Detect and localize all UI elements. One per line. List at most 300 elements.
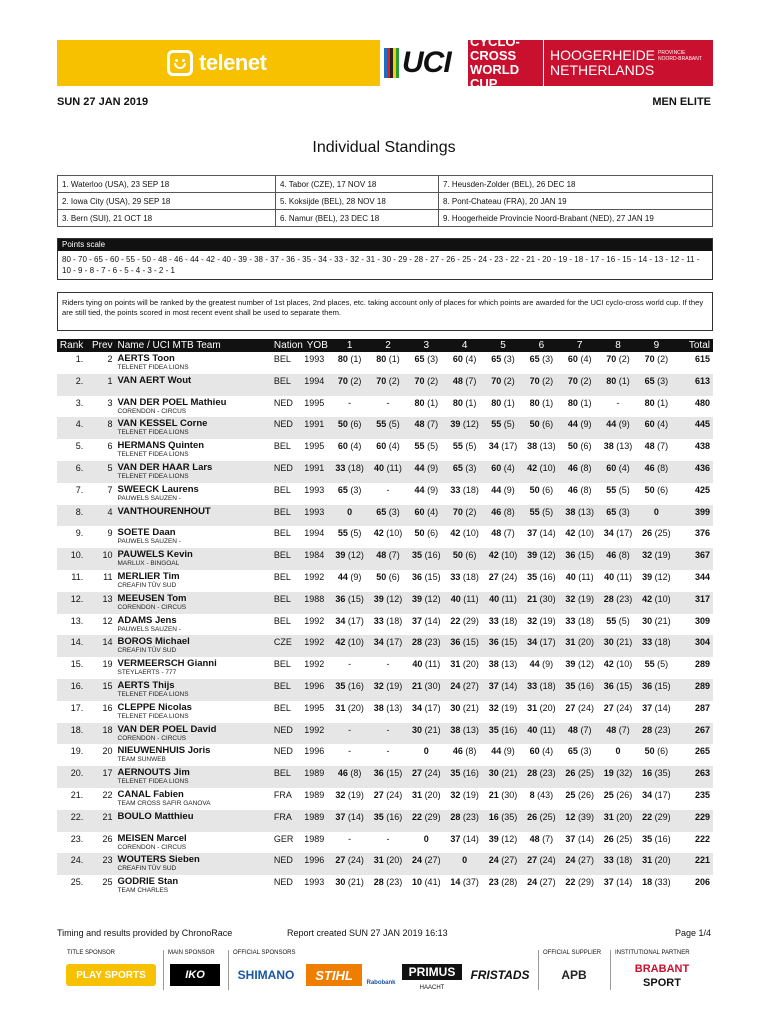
round-points: 80	[491, 397, 502, 408]
round-place: (29)	[424, 811, 441, 822]
venue-small-2: NOORD-BRABANT	[658, 56, 702, 62]
round-result	[484, 657, 522, 679]
round-points: 10	[412, 877, 423, 888]
nation: FRA	[273, 789, 292, 800]
round-result	[369, 657, 407, 679]
round-points: 26	[642, 528, 653, 539]
round-place: (3)	[580, 746, 592, 757]
round-result	[369, 592, 407, 614]
round-points: 50	[529, 484, 540, 495]
round-result	[561, 570, 599, 592]
year-of-birth: 1989	[304, 766, 330, 788]
round-points: 80	[529, 397, 540, 408]
round-result	[637, 679, 675, 701]
venue-label	[543, 40, 713, 86]
round-points: 55	[337, 528, 348, 539]
total-points: 263	[676, 766, 713, 788]
year-of-birth: 1989	[304, 833, 325, 844]
round-points: 60	[606, 462, 617, 473]
rider-cell	[115, 875, 271, 897]
round-place: (6)	[350, 419, 362, 430]
round-points: 32	[527, 615, 538, 626]
round-result	[484, 766, 522, 788]
round-place: (16)	[654, 833, 671, 844]
round-place: (13)	[577, 506, 594, 517]
event-row	[58, 210, 713, 227]
previous-rank: 25	[102, 877, 113, 888]
round-result	[561, 853, 599, 875]
round-place: (41)	[424, 877, 441, 888]
year-of-birth: 1992	[304, 635, 330, 657]
round-place: (18)	[577, 615, 594, 626]
round-points: 50	[644, 746, 655, 757]
round-place: (12)	[424, 593, 441, 604]
rank: 22.	[57, 810, 87, 832]
year-of-birth: 1995	[304, 702, 325, 713]
round-place: (13)	[462, 724, 479, 735]
round-result	[599, 614, 637, 636]
round-result	[330, 461, 368, 483]
round-points: 48	[452, 375, 463, 386]
round-points: 46	[567, 484, 578, 495]
round-place: (8)	[657, 462, 669, 473]
round-place: (15)	[424, 571, 441, 582]
round-place: (29)	[577, 877, 594, 888]
total-points: 222	[694, 833, 710, 844]
round-points: 42	[527, 462, 538, 473]
title-sponsor-label: TITLE SPONSOR	[67, 950, 116, 956]
round-points: 70	[644, 354, 655, 364]
round-points: 33	[488, 615, 499, 626]
round-place: (14)	[616, 877, 633, 888]
round-points: 30	[412, 724, 423, 735]
round-result	[407, 657, 445, 679]
round-place: (5)	[350, 528, 362, 539]
rider-team: TELENET FIDEA LIONS	[117, 690, 189, 698]
round-points: 65	[414, 354, 425, 364]
round-place: (20)	[386, 855, 403, 866]
round-place: (12)	[462, 419, 479, 430]
round-result	[484, 788, 522, 810]
round-points: 12	[565, 811, 576, 822]
round-points: 48	[491, 528, 502, 539]
rider-row	[57, 352, 713, 374]
round-result	[561, 679, 599, 701]
event-cell: 9. Hoogerheide Provincie Noord-Brabant (NED), 27 JAN 19	[439, 210, 713, 227]
round-result	[407, 810, 445, 832]
round-points: 70	[491, 375, 502, 386]
round-result	[637, 570, 675, 592]
iko-logo: IKO	[170, 964, 220, 986]
rider-name: AERTS Toon	[117, 353, 175, 364]
round-result	[445, 439, 483, 461]
rider-row	[57, 570, 713, 592]
round-result	[522, 832, 560, 854]
year-of-birth: 1992	[304, 723, 330, 745]
year-of-birth: 1992	[304, 659, 325, 670]
round-points: 37	[488, 680, 499, 691]
round-result	[561, 723, 599, 745]
round-result	[407, 505, 445, 527]
round-place: (29)	[654, 811, 671, 822]
round-place: (25)	[539, 811, 556, 822]
round-points: 65	[606, 506, 617, 517]
round-place: (13)	[386, 702, 403, 713]
round-result	[369, 439, 407, 461]
round-place: (7)	[580, 724, 592, 735]
round-points: 70	[606, 354, 617, 364]
round-place: (19)	[501, 702, 518, 713]
rider-team: TELENET FIDEA LIONS	[117, 712, 189, 720]
round-result	[637, 396, 675, 418]
round-points: 34	[412, 702, 423, 713]
previous-rank: 14	[87, 635, 114, 657]
round-place: (30)	[539, 593, 556, 604]
round-place: (17)	[386, 637, 403, 648]
sport-logo: SPORT	[643, 977, 681, 989]
round-points: 24	[565, 855, 576, 866]
round-points: 50	[529, 419, 540, 430]
round-points: 26	[603, 833, 614, 844]
round-result	[561, 417, 599, 439]
round-place: (20)	[577, 637, 594, 648]
round-points: 80	[606, 375, 617, 386]
round-place: (19)	[462, 789, 479, 800]
round-points: 46	[452, 746, 463, 757]
round-place: (18)	[501, 615, 518, 626]
report-created: Report created SUN 27 JAN 2019 16:13	[287, 928, 448, 938]
round-result	[330, 526, 368, 548]
apb-logo: APB	[561, 968, 587, 982]
round-result	[369, 461, 407, 483]
round-place: (33)	[654, 877, 671, 888]
round-points: 27	[565, 702, 576, 713]
rank: 15.	[70, 659, 84, 670]
round-place: (24)	[347, 855, 364, 866]
rider-cell	[115, 853, 271, 875]
round-points: 44	[337, 571, 348, 582]
round-place: (16)	[462, 768, 479, 779]
rider-cell	[115, 396, 271, 418]
rider-row	[57, 461, 713, 483]
round-result	[484, 374, 522, 396]
round-points: 38	[603, 441, 614, 452]
rider-row	[57, 788, 713, 810]
rider-name: VAN DER HAAR Lars	[117, 461, 213, 473]
rank: 6.	[57, 461, 87, 483]
round-result	[369, 614, 407, 636]
round-result	[445, 875, 483, 897]
round-result	[561, 526, 599, 548]
round-result	[445, 396, 483, 418]
round-points: -	[348, 833, 352, 844]
round-points: -	[348, 746, 352, 757]
nation: BEL	[273, 571, 291, 582]
round-points: 65	[529, 354, 540, 364]
round-points: 60	[644, 419, 655, 430]
round-place: (11)	[539, 724, 556, 735]
round-points: 55	[529, 506, 540, 517]
column-header: Nation	[271, 339, 304, 352]
round-points: 30	[335, 877, 346, 888]
round-result	[637, 439, 675, 461]
round-result	[484, 635, 522, 657]
round-result	[407, 766, 445, 788]
round-place: (7)	[465, 375, 477, 386]
round-points: 28	[373, 877, 384, 888]
round-result	[561, 439, 599, 461]
year-of-birth: 1989	[304, 789, 325, 800]
rider-cell	[115, 657, 271, 679]
total-points: 367	[676, 548, 713, 570]
round-place: (21)	[616, 637, 633, 648]
round-result	[407, 875, 445, 897]
round-points: -	[348, 659, 352, 670]
round-points: 42	[373, 528, 384, 539]
previous-rank: 16	[102, 702, 113, 713]
round-place: (8)	[503, 506, 515, 517]
round-place: (7)	[388, 550, 400, 561]
rank: 10.	[57, 548, 87, 570]
round-place: (18)	[539, 680, 556, 691]
round-points: 40	[604, 571, 615, 582]
rank: 8.	[57, 505, 87, 527]
round-points: 80	[644, 397, 655, 408]
rider-team: CORENDON - CIRCUS	[117, 407, 187, 415]
round-points: 21	[488, 789, 499, 800]
round-place: (9)	[350, 571, 362, 582]
rider-team: CREAFIN TÜV SUD	[117, 581, 177, 589]
round-place: (11)	[386, 462, 402, 473]
round-points: 39	[642, 571, 653, 582]
previous-rank: 26	[102, 833, 113, 844]
round-points: 55	[606, 484, 617, 495]
round-place: (15)	[654, 680, 671, 691]
round-result	[330, 439, 368, 461]
round-points: -	[386, 724, 390, 735]
round-points: 31	[565, 637, 576, 648]
round-result	[637, 614, 675, 636]
round-result	[407, 853, 445, 875]
rider-name: VAN AERT Wout	[117, 374, 192, 386]
round-points: 22	[565, 877, 576, 888]
round-place: (5)	[542, 506, 554, 517]
round-result	[637, 832, 675, 854]
round-points: 39	[335, 550, 346, 561]
round-place: (25)	[654, 528, 671, 539]
round-place: (14)	[539, 528, 556, 539]
round-place: (24)	[616, 702, 633, 713]
year-of-birth: 1993	[304, 877, 325, 888]
rider-cell	[115, 439, 271, 461]
round-result	[369, 505, 407, 527]
round-points: 38	[373, 702, 384, 713]
round-points: 48	[529, 833, 540, 844]
round-result	[561, 875, 599, 897]
rank: 4.	[57, 417, 87, 439]
nation: GER	[273, 833, 294, 844]
points-scale-heading: Points scale	[58, 239, 712, 251]
round-points: 46	[644, 462, 655, 473]
rank: 13.	[70, 615, 84, 626]
round-result	[484, 592, 522, 614]
rider-cell	[115, 788, 271, 810]
round-place: (13)	[501, 659, 518, 670]
round-place: (3)	[657, 375, 669, 386]
round-place: (11)	[463, 593, 479, 604]
round-points: 40	[565, 571, 576, 582]
previous-rank: 8	[87, 417, 114, 439]
round-place: (26)	[577, 789, 594, 800]
round-result	[407, 417, 445, 439]
round-result	[522, 526, 560, 548]
year-of-birth: 1992	[304, 615, 325, 626]
round-place: (6)	[388, 571, 400, 582]
round-result	[561, 505, 599, 527]
total-points: 304	[676, 635, 713, 657]
round-points: 25	[603, 789, 614, 800]
round-points: 37	[642, 702, 653, 713]
rider-cell	[115, 483, 271, 505]
rider-row	[57, 548, 713, 570]
round-result	[637, 744, 675, 766]
rank: 25.	[70, 877, 84, 888]
round-points: 50	[452, 550, 463, 561]
round-points: 26	[565, 768, 576, 779]
rider-team: TELENET FIDEA LIONS	[117, 778, 189, 786]
round-result	[407, 526, 445, 548]
round-points: 38	[488, 659, 499, 670]
round-place: (9)	[580, 419, 592, 430]
round-result	[522, 570, 560, 592]
round-points: 31	[642, 855, 653, 866]
round-result	[445, 723, 483, 745]
round-points: 37	[450, 833, 461, 844]
round-place: (14)	[577, 833, 594, 844]
previous-rank: 22	[102, 789, 113, 800]
round-points: 50	[376, 571, 387, 582]
round-result	[330, 505, 368, 527]
round-points: 50	[337, 419, 348, 430]
previous-rank: 23	[87, 853, 114, 875]
rider-team: TEAM CROSS SAFIR GANOVA	[117, 799, 211, 807]
previous-rank: 9	[107, 528, 113, 539]
nation: BEL	[273, 615, 291, 626]
round-points: 65	[644, 375, 655, 386]
round-result	[484, 723, 522, 745]
round-place: (24)	[424, 768, 441, 779]
round-result	[637, 635, 675, 657]
round-result	[445, 701, 483, 723]
nation: CZE	[271, 635, 304, 657]
nation: NED	[271, 853, 304, 875]
rank: 18.	[57, 723, 87, 745]
event-cell: 8. Pont-Chateau (FRA), 20 JAN 19	[439, 193, 713, 210]
round-points: 42	[335, 637, 346, 648]
round-place: (6)	[465, 550, 477, 561]
previous-rank: 10	[87, 548, 114, 570]
rider-name: BOROS Michael	[117, 636, 190, 648]
round-place: (4)	[657, 419, 669, 430]
rider-cell	[115, 417, 271, 439]
rabobank-logo: Rabobank	[366, 980, 396, 986]
round-points: 33	[373, 615, 384, 626]
rider-row	[57, 396, 713, 418]
nation: BEL	[271, 548, 304, 570]
round-points: 48	[414, 419, 425, 430]
round-result	[522, 374, 560, 396]
round-place: (25)	[616, 833, 633, 844]
round-place: (6)	[657, 746, 669, 757]
round-result	[599, 396, 637, 418]
round-points: 0	[347, 506, 353, 517]
round-points: 36	[450, 637, 461, 648]
previous-rank: 11	[103, 571, 113, 582]
round-place: (23)	[386, 877, 403, 888]
event-cell: 7. Heusden-Zolder (BEL), 26 DEC 18	[439, 176, 713, 193]
round-result	[599, 744, 637, 766]
round-result	[484, 505, 522, 527]
round-result	[445, 526, 483, 548]
rider-name: AERNOUTS Jim	[117, 767, 190, 779]
round-result	[599, 788, 637, 810]
round-points: 40	[412, 659, 423, 670]
rank: 19.	[70, 746, 84, 757]
round-points: 18	[642, 877, 653, 888]
round-place: (1)	[542, 397, 554, 408]
round-place: (8)	[465, 746, 477, 757]
round-points: 50	[644, 484, 655, 495]
round-result	[484, 810, 522, 832]
standings-table	[57, 339, 713, 897]
round-place: (6)	[580, 441, 592, 452]
round-place: (16)	[577, 680, 594, 691]
year-of-birth: 1996	[304, 679, 330, 701]
round-points: 36	[565, 550, 576, 561]
round-place: (29)	[462, 615, 479, 626]
round-result	[330, 875, 368, 897]
round-result	[330, 417, 368, 439]
round-place: (24)	[501, 571, 518, 582]
previous-rank: 13	[87, 592, 114, 614]
total-points: 289	[694, 659, 710, 670]
total-points: 221	[676, 853, 713, 875]
round-result	[330, 744, 368, 766]
nation: BEL	[273, 484, 291, 495]
round-place: (17)	[539, 637, 556, 648]
round-result	[369, 788, 407, 810]
round-place: (3)	[542, 354, 554, 364]
round-result	[484, 832, 522, 854]
rider-row	[57, 657, 713, 679]
primus-logo: PRIMUS	[402, 964, 462, 980]
round-place: (20)	[539, 702, 556, 713]
round-result	[484, 701, 522, 723]
round-result	[522, 417, 560, 439]
round-points: 35	[412, 550, 423, 561]
round-place: (3)	[503, 354, 515, 364]
round-points: 27	[488, 571, 499, 582]
rider-name: BOULO Matthieu	[117, 810, 194, 822]
rider-name: MEEUSEN Tom	[117, 592, 187, 604]
nation: NED	[271, 417, 304, 439]
round-place: (5)	[503, 419, 515, 430]
round-result	[369, 701, 407, 723]
rider-cell	[115, 526, 271, 548]
previous-rank: 4	[87, 505, 114, 527]
round-result	[561, 614, 599, 636]
round-points: 39	[412, 593, 423, 604]
